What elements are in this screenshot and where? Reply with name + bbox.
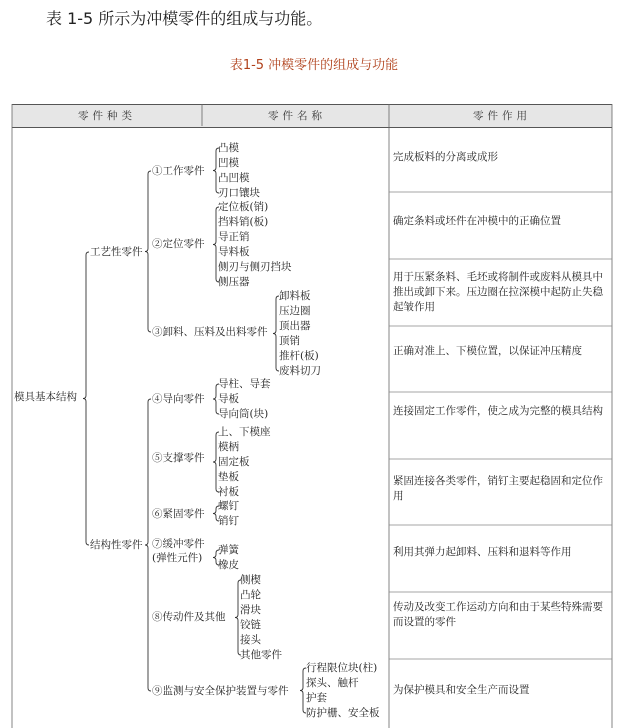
subgroup-label: ③卸料、压料及出料零件 [152,326,268,338]
root-bracket [83,252,89,545]
table-header [12,104,612,128]
part-name: 垫板 [218,471,239,483]
part-name: 导正销 [218,231,250,243]
group-label: 工艺性零件 [90,246,143,258]
part-name: 其他零件 [240,649,282,661]
function-cell: 用于压紧条料、毛坯或将制件或废料从模具中推出或卸下来。压边圈在拉深模中起防止失稳起皱作用 [393,271,603,313]
function-cell: 连接固定工作零件，使之成为完整的模具结构 [393,405,603,417]
subgroup-label: ④导向零件 [152,393,205,405]
part-name: 凸模 [218,142,239,154]
part-name: 侧压器 [218,276,250,288]
subgroup-label: ①工作零件 [152,165,205,177]
part-name: 凸轮 [240,589,261,601]
part-name: 定位板(销) [218,201,269,213]
function-cell: 完成板料的分离或成形 [393,151,498,163]
part-name: 滑块 [240,604,261,616]
part-name: 螺钉 [218,500,239,512]
part-name: 导柱、导套 [218,378,271,390]
part-name: 顶出器 [279,320,311,332]
part-name: 橡皮 [218,559,239,571]
function-cell: 正确对准上、下模位置，以保证冲压精度 [393,345,582,357]
part-name: 顶销 [279,335,300,347]
function-cell: 紧固连接各类零件，销钉主要起稳固和定位作用 [393,475,603,502]
function-cell: 为保护模具和安全生产而设置 [393,684,530,696]
function-cell: 确定条料或坯件在冲模中的正确位置 [393,215,561,227]
header-part-name: 零件名称 [268,110,326,122]
subgroup-label: ⑥紧固零件 [152,508,205,520]
function-cell: 传动及改变工作运动方向和由于某些特殊需要而设置的零件 [393,601,603,628]
part-name: 侧楔 [240,574,261,586]
subgroup-label: ⑨监测与安全保护装置与零件 [152,685,289,697]
subgroup-label: ⑤支撑零件 [152,452,205,464]
part-name: 固定板 [218,456,250,468]
part-name: 衬板 [218,486,239,498]
part-name: 护套 [306,692,327,704]
group-label: 结构性零件 [90,539,143,551]
part-name: 侧刃与侧刃挡块 [218,261,292,273]
header-part-function: 零件作用 [473,110,531,122]
part-name: 凹模 [218,157,239,169]
intro-text: 表 1-5 所示为冲模零件的组成与功能。 [46,9,323,28]
part-name: 压边圈 [279,305,311,317]
part-name: 探头、触杆 [306,677,359,689]
part-name: 导板 [218,393,239,405]
subgroup-label-secondary: (弹性元件) [152,552,203,564]
subgroup-label: ②定位零件 [152,238,205,250]
part-name: 导料板 [218,246,250,258]
header-part-category: 零件种类 [78,110,136,122]
part-name: 凸凹模 [218,172,250,184]
part-name: 模柄 [218,441,239,453]
function-cell: 利用其弹力起卸料、压料和退料等作用 [393,546,572,558]
part-name: 销钉 [218,515,239,527]
part-name: 废料切刀 [279,365,321,377]
part-name: 防护栅、安全板 [306,707,380,719]
root-label: 模具基本结构 [14,391,77,403]
part-name: 卸料板 [279,290,311,302]
part-name: 上、下模座 [218,426,271,438]
table-caption: 表1-5 冲模零件的组成与功能 [229,58,399,73]
part-name: 弹簧 [218,544,239,556]
part-name: 挡料销(板) [218,216,269,228]
part-name: 接头 [240,634,261,646]
part-name: 推杆(板) [279,350,319,362]
part-name: 铰链 [240,619,261,631]
part-name: 刃口镶块 [218,187,260,199]
group-bracket [145,171,151,332]
part-name: 行程限位块(柱) [306,662,378,674]
group-bracket [145,399,151,691]
subgroup-label: ⑦缓冲零件 [152,538,205,550]
subgroup-label: ⑧传动件及其他 [152,611,226,623]
part-name: 导向筒(块) [218,408,269,420]
